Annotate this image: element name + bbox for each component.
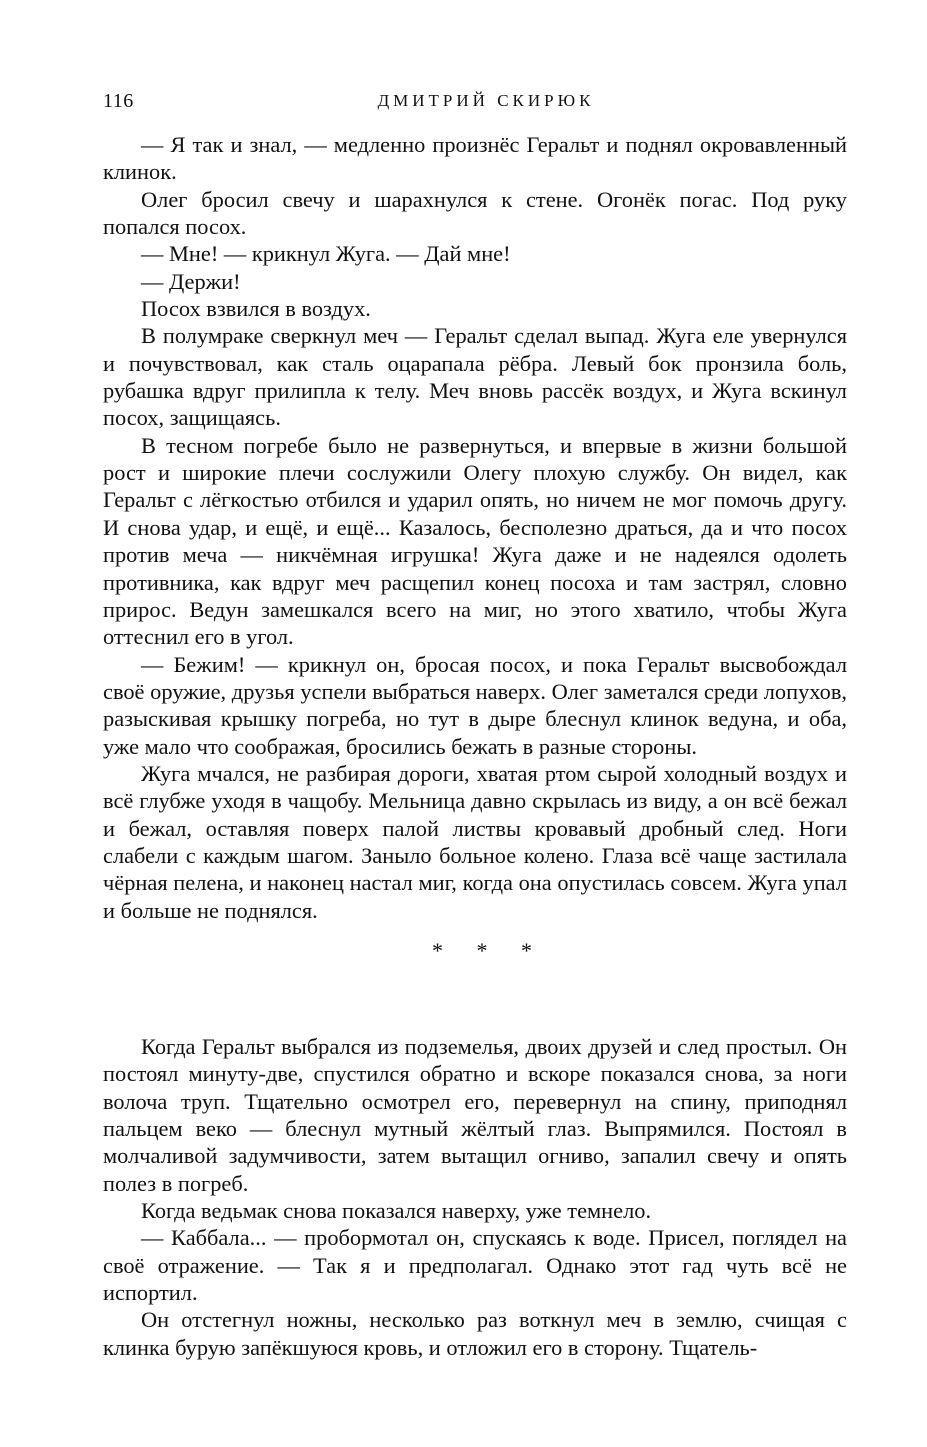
paragraph: — Каббала... — пробормотал он, спускаясь к воде. Присел, поглядел на своё отражение. — Так я и предполагал. Однако этот гад чуть всё не испортил. <box>103 1225 847 1306</box>
paragraph: Когда Геральт выбрался из подземелья, двоих друзей и след простыл. Он постоял минуту-две, спустился обратно и вскоре показался снова, за ноги волоча труп. Тщательно осмотрел его, перевернул на спину, приподнял пальцем веко — блеснул мутный жёлтый глаз. Выпрямился. Постоял в молчаливой задумчивости, затем вытащил огниво, запалил свечу и опять полез в погреб. <box>103 1033 847 1196</box>
section-separator: * * * <box>432 937 546 963</box>
paragraph: Олег бросил свечу и шарахнулся к стене. Огонёк погас. Под руку попался посох. <box>103 186 847 240</box>
paragraph: — Бежим! — крикнул он, бросая посох, и пока Геральт высвобождал своё оружие, друзья успели выбраться наверх. Олег заметался среди лопухов, разыскивая крышку погреба, но тут в дыре блеснул клинок ведуна, и оба, уже мало что соображая, бросились бежать в разные стороны. <box>103 651 847 759</box>
paragraph: — Я так и знал, — медленно произнёс Геральт и поднял окровавленный клинок. <box>103 132 847 185</box>
paragraph: Он отстегнул ножны, несколько раз воткнул меч в землю, счищая с клинка бурую запёкшуюся кровь, и отложил его в сторону. Тщатель- <box>103 1307 847 1360</box>
running-head: ДМИТРИЙ СКИРЮК <box>377 91 595 110</box>
paragraph: В полумраке сверкнул меч — Геральт сделал выпад. Жуга еле увернулся и почувствовал, как сталь оцарапала рёбра. Левый бок пронзила боль, рубашка вдруг прилипла к телу. Меч вновь рассёк воздух, и Жуга вскинул посох, защищаясь. <box>103 323 847 431</box>
page-number: 116 <box>103 90 134 112</box>
paragraph: — Держи! <box>141 268 241 294</box>
paragraph: Когда ведьмак снова показался наверху, уже темнело. <box>141 1198 652 1224</box>
page-header <box>103 90 847 120</box>
page-body <box>103 131 847 1361</box>
paragraph: Посох взвился в воздух. <box>141 296 371 322</box>
paragraph: Жуга мчался, не разбирая дороги, хватая ртом сырой холодный воздух и всё глубже уходя в чащобу. Мельница давно скрылась из виду, а он всё бежал и бежал, оставляя поверх палой листвы кровавый дробный след. Ноги слабели с каждым шагом. Заныло больное колено. Глаза всё чаще застилала чёрная пелена, и наконец настал миг, когда она опустилась совсем. Жуга упал и больше не поднялся. <box>103 760 847 923</box>
paragraph: — Мне! — крикнул Жуга. — Дай мне! <box>141 241 511 267</box>
paragraph: В тесном погребе было не развернуться, и впервые в жизни большой рост и широкие плечи сослужили Олегу плохую службу. Он видел, как Геральт с лёгкостью отбился и ударил опять, но ничем не мог помочь другу. И снова удар, и ещё, и ещё... Казалось, бесполезно драться, да и что посох против меча — никчёмная игрушка! Жуга даже и не надеялся одолеть противника, как вдруг меч расщепил конец посоха и там застрял, словно прирос. Ведун замешкался всего на миг, но этого хватило, чтобы Жуга оттеснил его в угол. <box>103 432 847 650</box>
